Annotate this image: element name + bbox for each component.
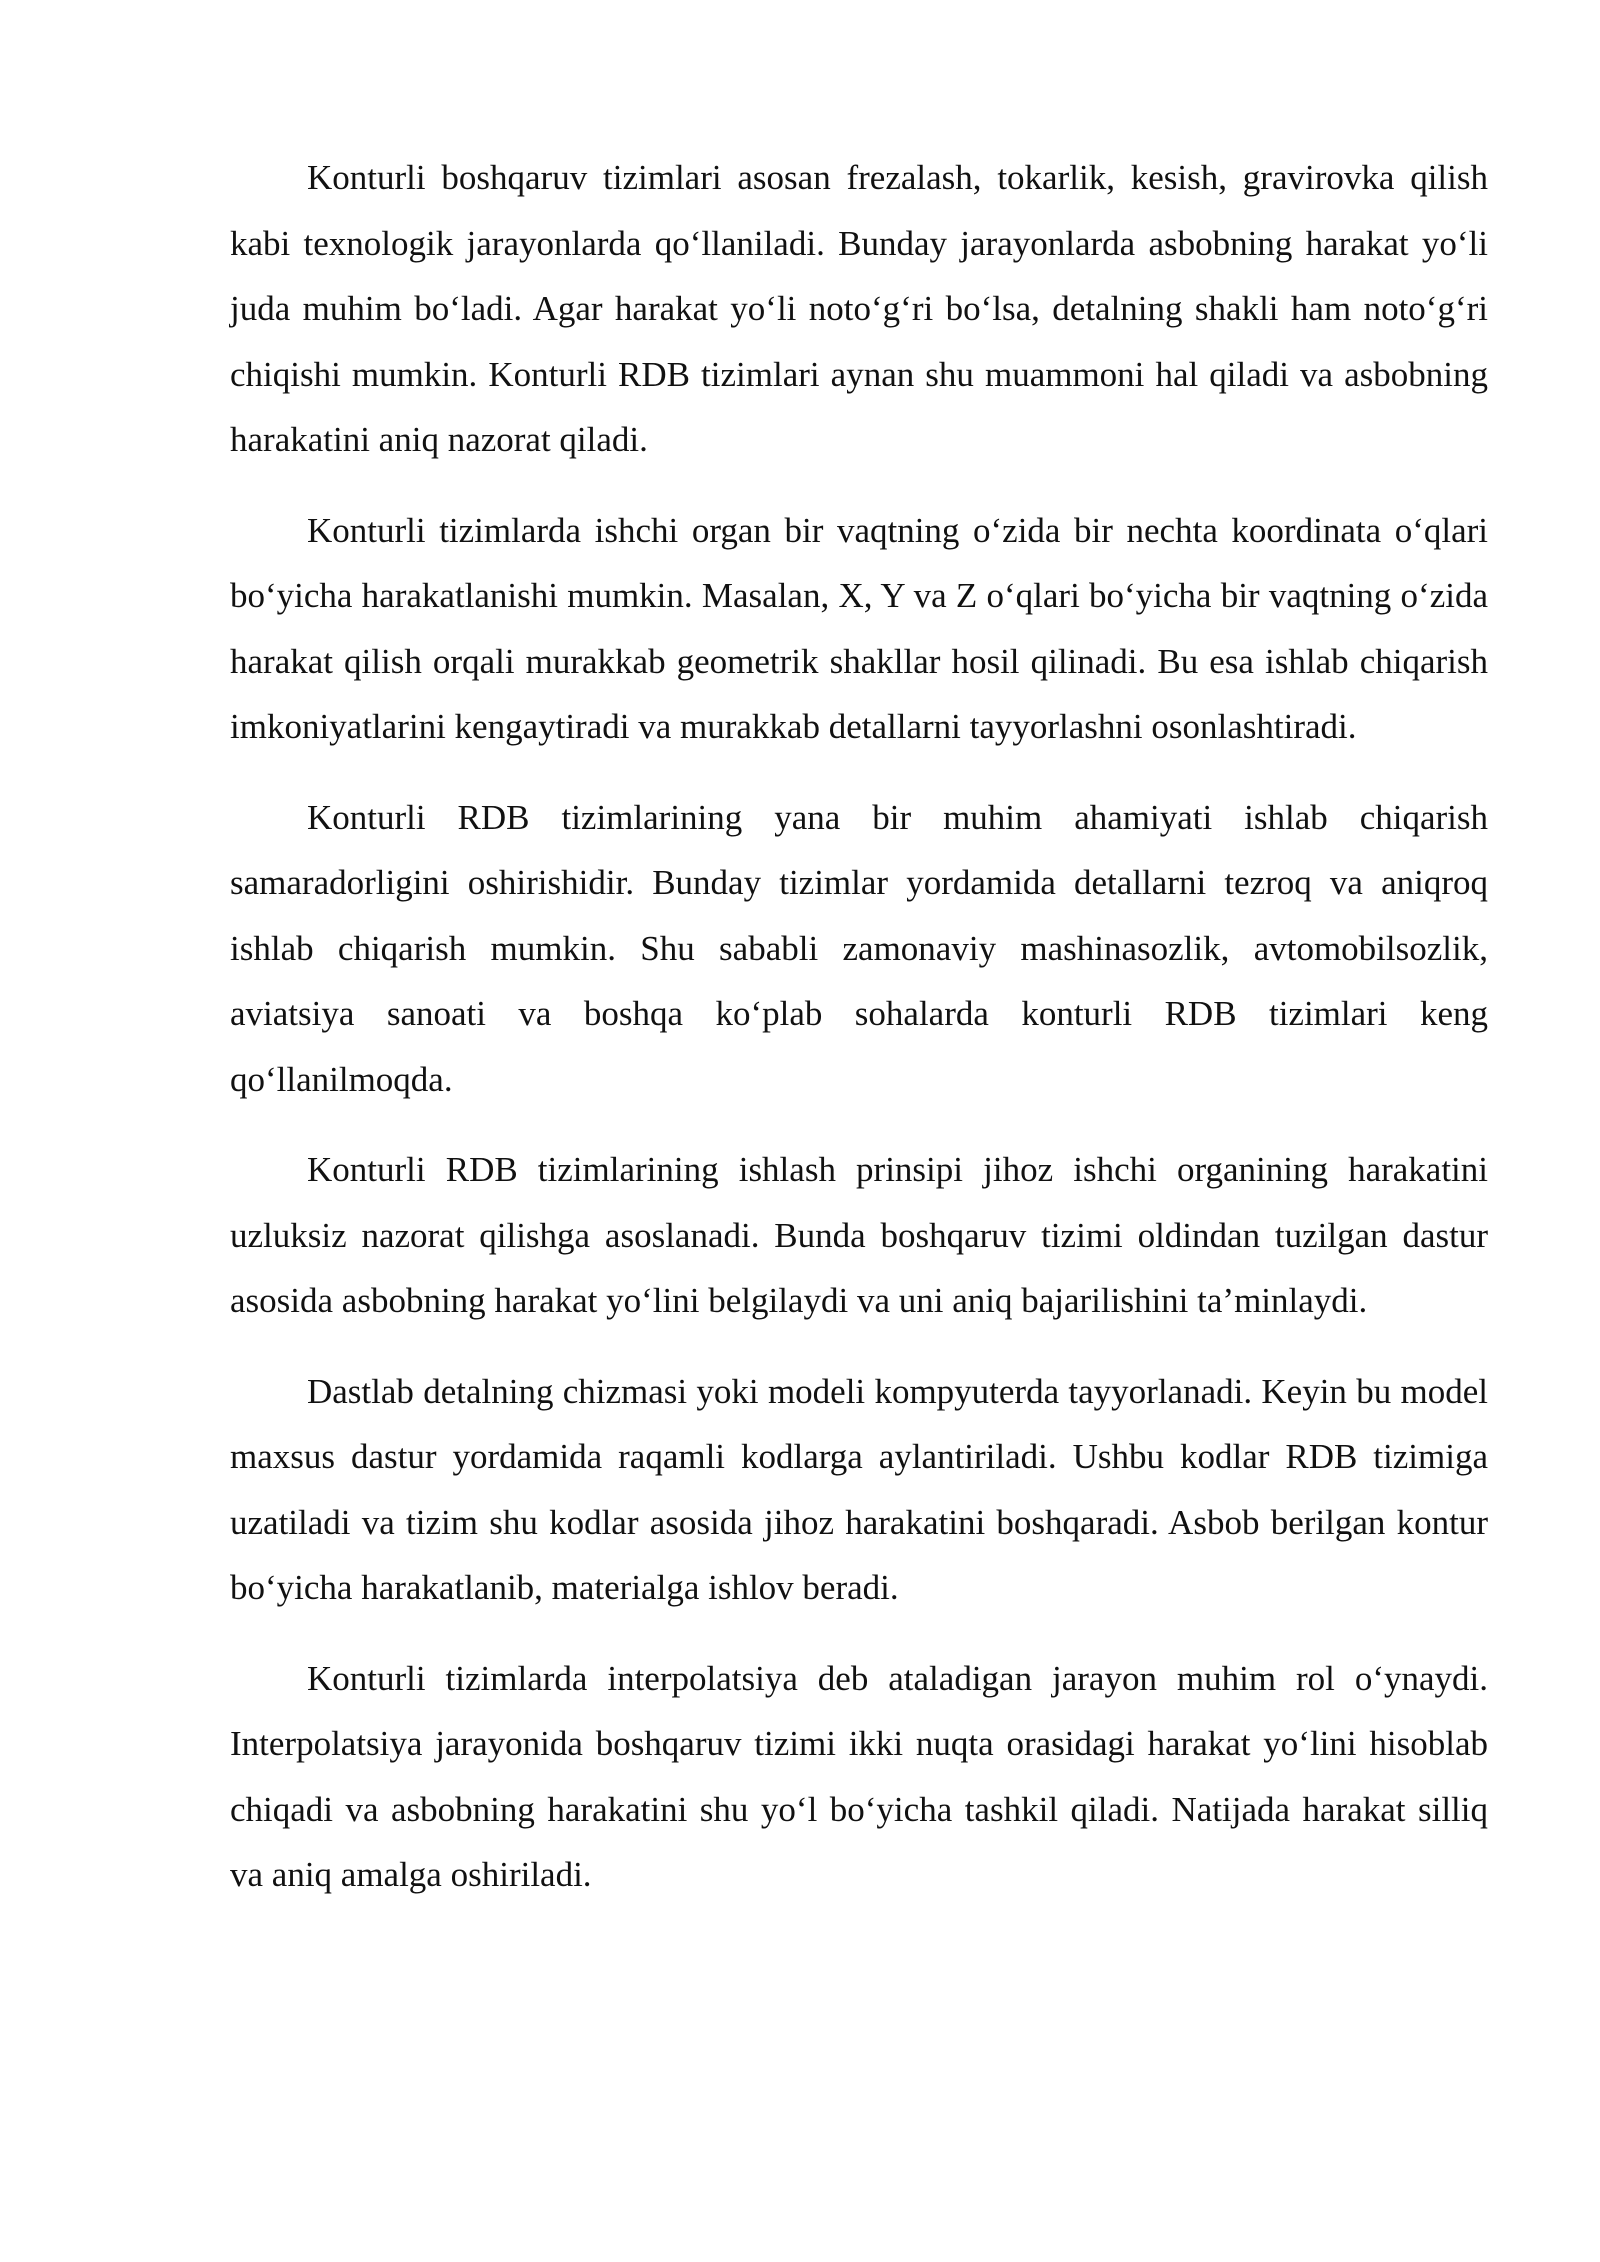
- paragraph-5: Dastlab detalning chizmasi yoki modeli kompyuterda tayyorlanadi. Keyin bu model maxsus dastur yordamida raqamli kodlarga aylantiriladi. Ushbu kodlar RDB tizimiga uzatiladi va tizim shu kodlar asosida jihoz harakatini boshqaradi. Asbob berilgan kontur bo‘yicha harakatlanib, materialga ishlov beradi.: [230, 1371, 1488, 1607]
- paragraph-6: Konturli tizimlarda interpolatsiya deb ataladigan jarayon muhim rol o‘ynaydi. Interpolatsiya jarayonida boshqaruv tizimi ikki nuqta orasidagi harakat yo‘lini hisoblab chiqadi va asbobning harakatini shu yo‘l bo‘yicha tashkil qiladi. Natijada harakat silliq va aniq amalga oshiriladi.: [230, 1658, 1488, 1894]
- paragraph-2: Konturli tizimlarda ishchi organ bir vaqtning o‘zida bir nechta koordinata o‘qlari bo‘yicha harakatlanishi mumkin. Masalan, X, Y va Z o‘qlari bo‘yicha bir vaqtning o‘zida harakat qilish orqali murakkab geometrik shakllar hosil qilinadi. Bu esa ishlab chiqarish imkoniyatlarini kengaytiradi va murakkab detallarni tayyorlashni osonlashtiradi.: [230, 510, 1488, 746]
- paragraph-4: Konturli RDB tizimlarining ishlash prinsipi jihoz ishchi organining harakatini uzluksiz nazorat qilishga asoslanadi. Bunda boshqaruv tizimi oldindan tuzilgan dastur asosida asbobning harakat yo‘lini belgilaydi va uni aniq bajarilishini ta’minlaydi.: [230, 1150, 1488, 1320]
- document-body: [230, 145, 1488, 1933]
- paragraph-3: Konturli RDB tizimlarining yana bir muhim ahamiyati ishlab chiqarish samaradorligini oshirishidir. Bunday tizimlar yordamida detallarni tezroq va aniqroq ishlab chiqarish mumkin. Shu sababli zamonaviy mashinasozlik, avtomobilsozlik, aviatsiya sanoati va boshqa ko‘plab sohalarda konturli RDB tizimlari keng qo‘llanilmoqda.: [230, 797, 1488, 1099]
- paragraph-1: Konturli boshqaruv tizimlari asosan frezalash, tokarlik, kesish, gravirovka qilish kabi texnologik jarayonlarda qo‘llaniladi. Bunday jarayonlarda asbobning harakat yo‘li juda muhim bo‘ladi. Agar harakat yo‘li noto‘g‘ri bo‘lsa, detalning shakli ham noto‘g‘ri chiqishi mumkin. Konturli RDB tizimlari aynan shu muammoni hal qiladi va asbobning harakatini aniq nazorat qiladi.: [230, 158, 1488, 459]
